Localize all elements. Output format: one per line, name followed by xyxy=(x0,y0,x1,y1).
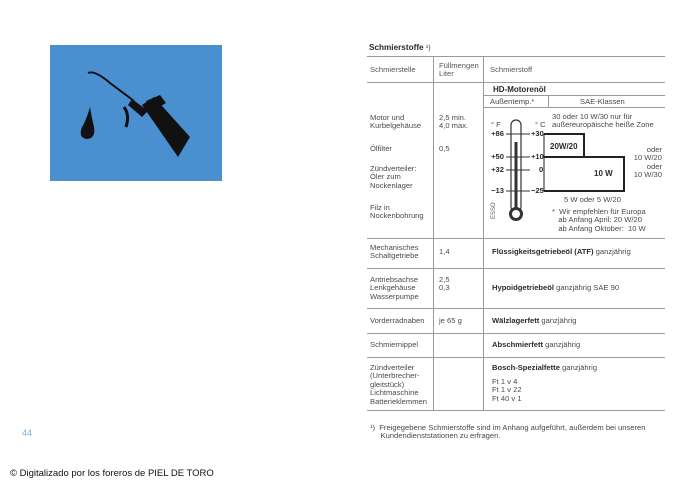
stelle-zuendverteiler: Zündverteiler: Öler zum Nockenlager xyxy=(370,164,417,190)
menge-antriebsachse: 2,5 0,3 xyxy=(439,275,450,293)
stelle-oelfilter: Ölfilter xyxy=(370,144,392,153)
stelle-vorderradnaben: Vorderradnaben xyxy=(370,316,425,325)
footnote-star: * Wir empfehlen für Europa ab Anfang April: 20 W/20 ab Anfang Oktober: 10 W xyxy=(552,207,646,233)
menge-motor: 2,5 min. 4,0 max. xyxy=(439,113,469,131)
stoff-atf xyxy=(492,248,631,256)
stelle-antriebsachse: Antriebsachse Lenkgehäuse Wasserpumpe xyxy=(370,275,419,301)
temp-f-86: +86 xyxy=(491,129,504,138)
row-rule-1 xyxy=(367,238,665,239)
table-top-rule xyxy=(367,56,665,57)
header-schmierstoff: Schmierstoff xyxy=(490,65,533,74)
temp-c-0: 0 xyxy=(539,165,544,174)
header-fuellmengen: Füllmengen Liter xyxy=(439,61,479,79)
note-5w: 5 W oder 5 W/20 xyxy=(564,195,621,204)
row-rule-3 xyxy=(367,308,665,309)
stelle-zuendverteiler-2: Zündverteiler (Unterbrecher- gleitstück) Lichtmaschine Batterieklemmen xyxy=(370,363,427,406)
note-hot-zone: 30 oder 10 W/30 nur für außereuropäische heiße Zone xyxy=(552,112,654,130)
col-divider-1 xyxy=(433,56,434,410)
note-oder: oder 10 W/20 oder 10 W/30 xyxy=(633,145,662,180)
temp-f-32: +32 xyxy=(491,165,504,174)
oil-can-icon xyxy=(50,45,222,181)
page-number: 44 xyxy=(22,428,33,438)
menge-schaltgetriebe: 1,4 xyxy=(439,247,450,256)
stoff-bosch xyxy=(492,364,597,372)
menge-vorderradnaben: je 65 g xyxy=(439,316,462,325)
stoff-waelzlager xyxy=(492,317,576,325)
row-rule-4 xyxy=(367,333,665,334)
temp-c-25: −25 xyxy=(531,186,544,195)
stoff-hypoid-rest: ganzjährig SAE 90 xyxy=(554,283,620,292)
stoff-waelzlager-rest: ganzjährig xyxy=(539,316,577,325)
copyright-notice: © Digitalizado por los foreros de PIEL DE TORO xyxy=(10,468,214,479)
stelle-motor: Motor und Kurbelgehäuse xyxy=(370,113,422,131)
temp-f-50: +50 xyxy=(491,152,504,161)
row-rule-2 xyxy=(367,268,665,269)
temp-c-30: +30 xyxy=(531,129,544,138)
temp-f-13: −13 xyxy=(491,186,504,195)
title-footnote-mark: ¹) xyxy=(425,45,431,52)
stoff-abschmier xyxy=(492,341,580,349)
stoff-hypoid-bold: Hypoidgetriebeöl xyxy=(492,283,555,292)
motoroel-sub-sae: SAE-Klassen xyxy=(580,97,625,106)
oil-can-illustration xyxy=(50,45,222,181)
motoroel-heading: HD-Motorenöl xyxy=(493,85,546,94)
stoff-bosch-bold: Bosch-Spezialfette xyxy=(492,363,560,372)
stelle-schaltgetriebe: Mechanisches Schaltgetriebe xyxy=(370,243,419,261)
stoff-waelzlager-bold: Wälzlagerfett xyxy=(492,316,540,325)
menge-oelfilter: 0,5 xyxy=(439,144,450,153)
header-schmierstelle: Schmierstelle xyxy=(370,65,416,74)
table-footnote: ¹) Freigegebene Schmierstoffe sind im Anhang aufgeführt, außerdem bei unseren Kundendienststationen zu erfragen. xyxy=(370,423,646,441)
stelle-filz: Filz in Nockenbohrung xyxy=(370,203,424,221)
header-bottom-rule xyxy=(367,82,665,83)
stoff-atf-bold: Flüssigkeitsgetriebeöl (ATF) xyxy=(492,247,594,256)
stoff-bosch-codes: Ft 1 v 4 Ft 1 v 22 Ft 40 v 1 xyxy=(492,377,522,403)
sae-10w: 10 W xyxy=(594,169,613,178)
row-rule-5 xyxy=(367,357,665,358)
stelle-schmiernippel: Schmiernippel xyxy=(370,340,419,349)
sub-col-divider xyxy=(548,95,549,107)
motoroel-sub-temp: Außentemp.* xyxy=(490,97,535,106)
sae-20w20: 20W/20 xyxy=(550,142,578,151)
svg-text:ESSO: ESSO xyxy=(491,202,497,219)
stoff-atf-rest: ganzjährig xyxy=(593,247,631,256)
stoff-bosch-rest: ganzjährig xyxy=(559,363,598,372)
stoff-hypoid xyxy=(492,284,619,292)
stoff-abschmier-rest: ganzjährig xyxy=(543,340,581,349)
table-bottom-rule xyxy=(367,410,665,411)
table-title xyxy=(369,43,431,52)
unit-celsius: ° C xyxy=(535,120,546,129)
motoroel-heading-rule xyxy=(483,95,665,96)
temp-c-10: +10 xyxy=(531,152,544,161)
unit-fahrenheit: ° F xyxy=(491,120,501,129)
table-title-text: Schmierstoffe xyxy=(369,43,424,52)
stoff-abschmier-bold: Abschmierfett xyxy=(492,340,544,349)
